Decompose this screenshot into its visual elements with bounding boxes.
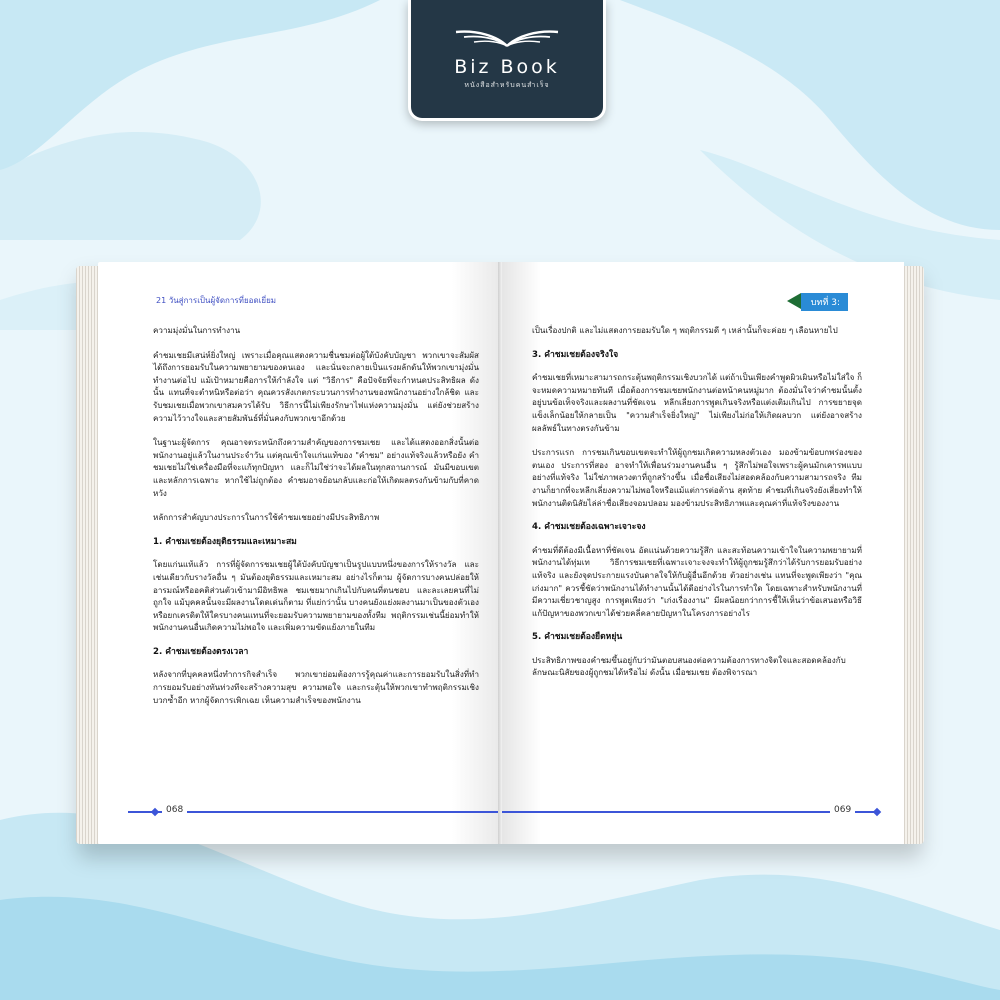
left-page-text xyxy=(153,324,479,718)
paragraph: คำชมที่ดีต้องมีเนื้อหาที่ชัดเจน อัดแน่นด้วยความรู้สึก และสะท้อนความเข้าใจในความพยายามที่พนักงานได้ทุ่มเท วิธีการชมเชยที่เฉพาะเจาะจงจะทำให้ผู้ถูกชมรู้สึกว่าได้รับการยอมรับอย่างแท้จริง และยังจุดประกายแรงบันดาลใจให้กับผู้อื่นอีกด้วย ตัวอย่างเช่น แทนที่จะพูดเพียงว่า "คุณเก่งมาก" ควรชี้ชัดว่าพนักงานได้ทำงานนั้นได้ดีอย่างไรในการทำใด โดยเฉพาะสำหรับพนักงานที่มีความเชี่ยวชาญสูง การพูดเพียงว่า "เก่งเรื่องงาน" มีผลน้อยกว่าการชี้ให้เห็นว่าข้อเสนอหรือวิธีแก้ปัญหาของพวกเขาได้ช่วยคลี่คลายปัญหาในโครงการอย่างไร xyxy=(532,544,862,618)
paragraph: ประการแรก การชมเกินขอบเขตจะทำให้ผู้ถูกชมเกิดความหลงตัวเอง มองข้ามข้อบกพร่องของตนเอง ประการที่สอง อาจทำให้เพื่อนร่วมงานคนอื่น ๆ รู้สึกไม่พอใจเพราะผู้คนมักเคารพแบบอย่างที่แท้จริง ไม่ใช่ภาพลวงตาที่ถูกสร้างขึ้น เมื่อชื่อเสียงไม่สอดคล้องกับความสามารถจริง ทีมงานก็ยากที่จะหลีกเลี่ยงความไม่พอใจหรือแม้แต่การต่อต้าน สุดท้าย คำชมที่เกินจริงยังเสี่ยงทำให้พนักงานติดนิสัยไล่ล่าชื่อเสียงจอมปลอม มองข้ามประสิทธิภาพและคุณค่าที่แท้จริงของงาน xyxy=(532,447,862,508)
open-book xyxy=(70,258,930,850)
section-heading: 1. คำชมเชยต้องยุติธรรมและเหมาะสม xyxy=(153,536,297,547)
chapter-label: บทที่ 3: xyxy=(810,298,840,308)
paragraph: ประสิทธิภาพของคำชมขึ้นอยู่กับว่ามันตอบสนองต่อความต้องการทางจิตใจและสอดคล้องกับลักษณะนิสัยของผู้ถูกชมได้หรือไม่ ดังนั้น เมื่อชมเชย ต้องพิจารณา xyxy=(532,654,846,678)
running-head: 21 วันสู่การเป็นผู้จัดการที่ยอดเยี่ยม xyxy=(156,296,277,305)
open-book-icon xyxy=(452,24,562,50)
left-page xyxy=(98,262,500,844)
section-heading: 2. คำชมเชยต้องตรงเวลา xyxy=(153,646,249,657)
footer-diamond xyxy=(873,808,881,816)
paragraph: คำชมเชยที่เหมาะสามารถกระตุ้นพฤติกรรมเชิงบวกได้ แต่ถ้าเป็นเพียงคำพูดผิวเผินหรือไม่ใส่ใจ ก็จะหมดความหมายทันที เมื่อต้องการชมเชยพนักงานต่อหน้าคนหมู่มาก ต้องมั่นใจว่าคำชมนั้นตั้งอยู่บนข้อเท็จจริงและผลงานที่ชัดเจน หลีกเลี่ยงการพูดเกินจริงหรือแต่งเติมเกินไป การขยายจุดแข็งเล็กน้อยให้กลายเป็น "ความสำเร็จยิ่งใหญ่" ไม่เพียงไม่ก่อให้เกิดผลบวก แต่ยังอาจสร้างผลลัพธ์ในทางตรงกันข้าม xyxy=(532,372,862,433)
paragraph: หลักการสำคัญบางประการในการใช้คำชมเชยอย่างมีประสิทธิภาพ xyxy=(153,512,380,523)
paragraph: ในฐานะผู้จัดการ คุณอาจตระหนักถึงความสำคัญของการชมเชย และได้แสดงออกสิ่งนั้นต่อพนักงานอยู่แล้วในงานประจำวัน แต่คุณเข้าใจแก่นแท้ของ "คำชม" อย่างแท้จริงแล้วหรือยัง คำชมเชยไม่ใช่เครื่องมือที่จะแก้ทุกปัญหา และก็ไม่ใช่ว่าจะได้ผลในทุกสถานการณ์ มันมีขอบเขตและหลักการเฉพาะ หากใช้ไม่ถูกต้อง คำชมอาจย้อนกลับและก่อให้เกิดผลตรงกันข้ามกับที่คาดหวัง xyxy=(153,437,479,498)
paragraph: คำชมเชยมีเสน่ห์ยิ่งใหญ่ เพราะเมื่อคุณแสดงความชื่นชมต่อผู้ใต้บังคับบัญชา พวกเขาจะสัมผัสได้ถึงการยอมรับในความพยายามของตนเอง และนั่นจะกลายเป็นแรงผลักดันให้พวกเขามุ่งมั่นทำงานต่อไป แม้เป้าหมายคือการให้กำลังใจ แต่ "วิธีการ" คือปัจจัยที่จะกำหนดประสิทธิผล ดังนั้น แทนที่จะตำหนิหรือต่อว่า คุณควรสังเกตกระบวนการทำงานของพนักงานอย่างใกล้ชิด และรับชมเชยเมื่อพวกเขาสมควรได้รับ วิธีการนี้ไม่เพียงรักษาไฟแห่งความมุ่งมั่น แต่ยังช่วยสร้างความไว้วางใจและสายสัมพันธ์ที่มั่นคงกับพวกเขาอีกด้วย xyxy=(153,349,479,423)
brand-logo xyxy=(408,0,606,121)
book-gutter xyxy=(498,262,502,844)
page-number-right: 069 xyxy=(830,805,855,815)
chapter-tag-arrow xyxy=(787,293,801,309)
brand-tagline: หนังสือสำหรับคนสำเร็จ xyxy=(464,81,550,89)
brand-name: Biz Book xyxy=(454,56,560,78)
chapter-tag xyxy=(787,290,848,311)
paragraph: ความมุ่งมั่นในการทำงาน xyxy=(153,325,241,335)
paragraph: โดยแก่นแท้แล้ว การที่ผู้จัดการชมเชยผู้ใต้บังคับบัญชาเป็นรูปแบบหนึ่งของการให้รางวัล และเช่นเดียวกับรางวัลอื่น ๆ มันต้องยุติธรรมและเหมาะสม อย่างไรก็ตาม ผู้จัดการบางคนปล่อยให้อารมณ์หรืออคติส่วนตัวเข้ามามีอิทธิพล ชมเชยมากเกินไปกับคนที่ตนชอบ และละเลยคนที่ไม่ถูกใจ แม้บุคคลนั้นจะมีผลงานโดดเด่นก็ตาม ที่แย่กว่านั้น บางคนยังแย่งผลงานมาเป็นของตัวเอง หรือยกเครดิตให้ใครบางคนแทนที่จะยอมรับความพยายามของทั้งทีม พฤติกรรมเช่นนี้ย่อมทำให้พนักงานคนอื่นเกิดความไม่พอใจ และเพิ่มความขัดแย้งภายในทีม xyxy=(153,559,479,633)
page-number-left: 068 xyxy=(162,805,187,815)
right-page xyxy=(500,262,904,844)
section-heading: 3. คำชมเชยต้องจริงใจ xyxy=(532,349,619,360)
paragraph: เป็นเรื่องปกติ และไม่แสดงการยอมรับใด ๆ พฤติกรรมดี ๆ เหล่านั้นก็จะค่อย ๆ เลือนหายไป xyxy=(532,325,838,335)
right-page-text xyxy=(532,324,862,691)
section-heading: 4. คำชมเชยต้องเฉพาะเจาะจง xyxy=(532,522,646,533)
footer-rule-right xyxy=(500,811,878,813)
section-heading: 5. คำชมเชยต้องยืดหยุ่น xyxy=(532,632,623,643)
footer-diamond xyxy=(151,808,159,816)
paragraph: หลังจากที่บุคคลหนึ่งทำการกิจสำเร็จ พวกเขาย่อมต้องการรู้คุณค่าและการยอมรับในสิ่งที่ทำ การยอมรับอย่างทันท่วงทีจะสร้างความสุข ความพอใจ และกระตุ้นให้พวกเขาทำพฤติกรรมเชิงบวกซ้ำอีก หากผู้จัดการเพิกเฉย เห็นความสำเร็จของพนักงาน xyxy=(153,669,479,705)
